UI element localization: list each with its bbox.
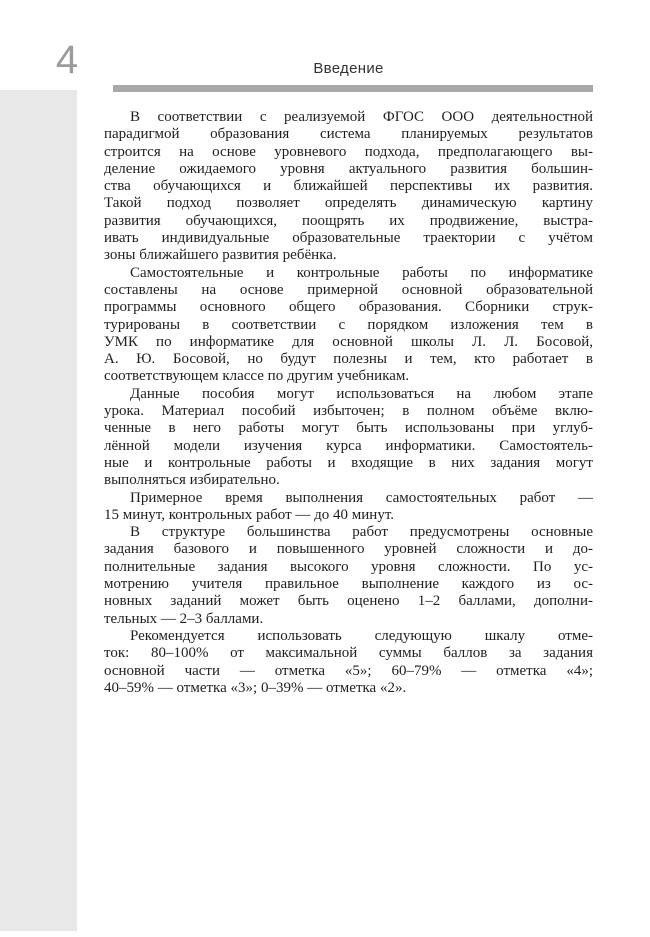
text-line: развития обучающихся, поощрять их продвижение, выстра- <box>104 212 593 229</box>
text-line: зоны ближайшего развития ребёнка. <box>104 247 337 264</box>
text-line: задания базового и повышенного уровней сложности и до- <box>104 541 593 558</box>
text-line: ные и контрольные работы и входящие в них задания могут <box>104 454 593 471</box>
text-line: ивать индивидуальные образовательные траектории с учётом <box>104 230 593 247</box>
text-line: мотрению учителя правильное выполнение каждого из ос- <box>104 576 593 593</box>
left-margin-strip <box>0 90 77 931</box>
text-line: ток: 80–100% от максимальной суммы баллов за задания <box>104 645 593 662</box>
text-line: 15 минут, контрольных работ — до 40 минут. <box>104 506 395 523</box>
text-line: Рекомендуется использовать следующую шкалу отме- <box>130 627 593 644</box>
paragraph <box>104 524 593 628</box>
paragraph <box>104 386 593 490</box>
text-line: Данные пособия могут использоваться на любом этапе <box>130 385 593 402</box>
text-line: ства обучающихся и ближайшей перспективы их развития. <box>104 178 593 195</box>
paragraph <box>104 109 593 265</box>
text-line: новных заданий может быть оценено 1–2 баллами, дополни- <box>104 593 593 610</box>
text-line: В соответствии с реализуемой ФГОС ООО деятельностной <box>130 109 593 125</box>
text-line: Примерное время выполнения самостоятельных работ — <box>130 489 593 506</box>
text-line: УМК по информатике для основной школы Л. Л. Босовой, <box>104 333 593 350</box>
paragraph <box>104 265 593 386</box>
text-line: урока. Материал пособий избыточен; в полном объёме вклю- <box>104 403 593 420</box>
paragraph <box>104 490 593 525</box>
text-line: полнительные задания высокого уровня сложности. По ус- <box>104 558 593 575</box>
page-number: 4 <box>55 38 79 82</box>
text-line: А. Ю. Босовой, но будут полезны и тем, кто работает в <box>104 351 593 368</box>
text-line: деление ожидаемого уровня актуального развития большин- <box>104 160 593 177</box>
text-line: тельных — 2–3 баллами. <box>104 610 264 627</box>
text-line: лённой модели изучения курса информатики. Самостоятель- <box>104 437 593 454</box>
paragraph <box>104 628 593 697</box>
running-head-title: Введение <box>313 60 384 77</box>
text-line: строится на основе уровневого подхода, предполагающего вы- <box>104 143 593 160</box>
text-line: соответствующем классе по другим учебникам. <box>104 368 410 385</box>
text-line: В структуре большинства работ предусмотрены основные <box>130 524 593 541</box>
text-line: ченные в него работы могут быть использованы при углуб- <box>104 420 593 437</box>
text-line: парадигмой образования система планируемых результатов <box>104 126 593 143</box>
text-line: основной части — отметка «5»; 60–79% — отметка «4»; <box>104 662 593 679</box>
body-text <box>104 109 593 697</box>
text-line: выполняться избирательно. <box>104 472 280 489</box>
text-line: турированы в соответствии с порядком изложения тем в <box>104 316 593 333</box>
text-line: составлены на основе примерной основной образовательной <box>104 281 593 298</box>
text-line: программы основного общего образования. Сборники струк- <box>104 299 593 316</box>
text-line: Такой подход позволяет определять динамическую картину <box>104 195 593 212</box>
text-line: 40–59% — отметка «3»; 0–39% — отметка «2». <box>104 679 407 696</box>
text-line: Самостоятельные и контрольные работы по информатике <box>130 264 593 281</box>
header-rule <box>113 85 593 92</box>
